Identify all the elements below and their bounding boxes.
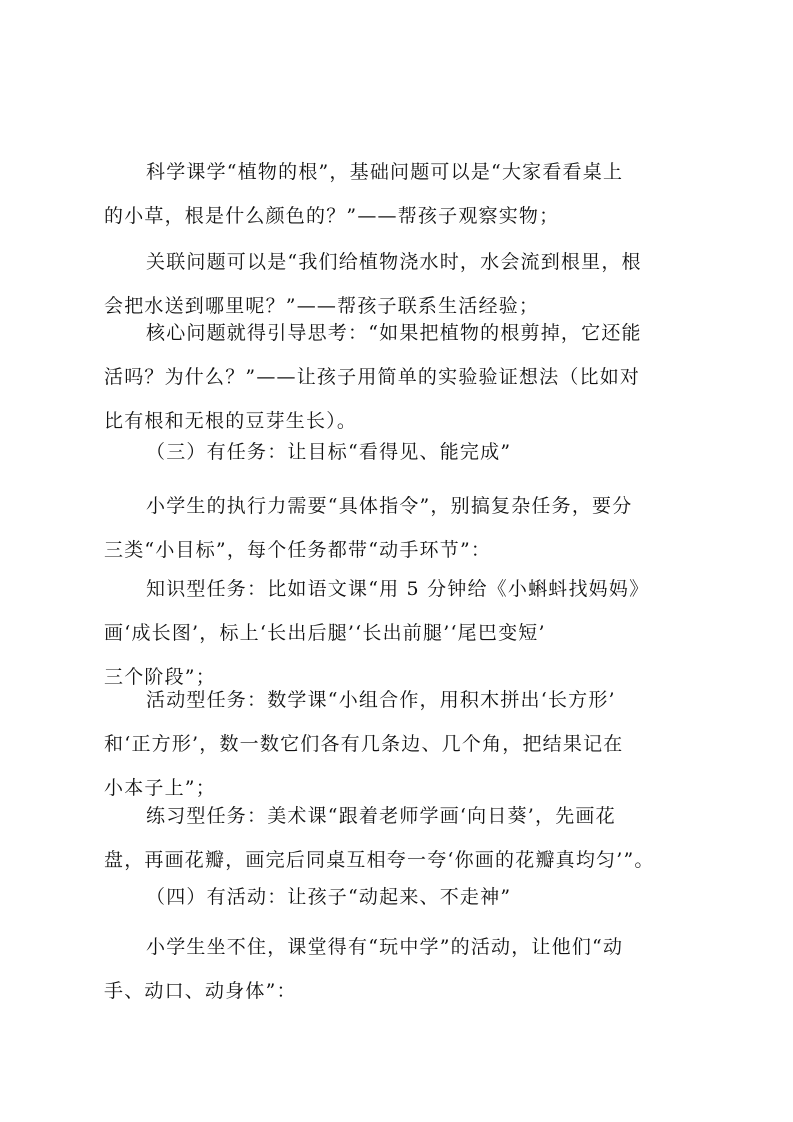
paragraph-activity-task: [104, 678, 704, 810]
paragraph-practice-task: [104, 794, 704, 882]
paragraph-science-basic-question: [104, 150, 704, 238]
text-line: 盘，再画花瓣，画完后同桌互相夸一夸‘你画的花瓣真均匀’”。: [104, 849, 655, 871]
text-line: 手、动口、动身体”：: [104, 980, 297, 1002]
section-heading-activities: （四）有活动：让孩子“动起来、不走神”: [146, 886, 512, 908]
text-line: 科学课学“植物的根”，基础问题可以是“大家看看桌上: [146, 161, 624, 183]
paragraph-core-question: [104, 311, 704, 443]
text-line: 三个阶段”；: [104, 666, 216, 688]
text-line: 活动型任务：数学课“小组合作，用积木拼出‘长方形’: [146, 689, 616, 711]
text-line: 关联问题可以是“我们给植物浇水时，水会流到根里，根: [146, 251, 642, 273]
text-line: 小本子上”；: [104, 777, 216, 799]
text-line: 和‘正方形’，数一数它们各有几条边、几个角，把结果记在: [104, 733, 624, 755]
text-line: 活吗？为什么？”——让孩子用简单的实验验证想法（比如对: [104, 366, 641, 388]
text-line: 知识型任务：比如语文课“用 5 分钟给《小蝌蚪找妈妈》: [146, 578, 650, 600]
text-line: 练习型任务：美术课“跟着老师学画‘向日葵’，先画花: [146, 805, 616, 827]
text-line: 三类“小目标”，每个任务都带“动手环节”：: [104, 539, 492, 561]
text-line: 小学生坐不住，课堂得有“玩中学”的活动，让他们“动: [146, 936, 624, 958]
text-line: 核心问题就得引导思考：“如果把植物的根剪掉，它还能: [146, 322, 642, 344]
text-line: 会把水送到哪里呢？”——帮孩子联系生活经验；: [104, 295, 540, 317]
text-line: 画‘成长图’，标上‘长出后腿’‘长出前腿’‘尾巴变短’: [104, 622, 546, 644]
paragraph-activity-intro: [104, 925, 704, 1013]
text-line: 的小草，根是什么颜色的？”——帮孩子观察实物；: [104, 205, 560, 227]
text-line: 比有根和无根的豆芽生长）。: [104, 410, 358, 432]
text-line: 小学生的执行力需要“具体指令”，别搞复杂任务，要分: [146, 495, 633, 517]
section-heading-tasks: （三）有任务：让目标“看得见、能完成”: [146, 441, 512, 463]
paragraph-task-intro: [104, 484, 704, 572]
